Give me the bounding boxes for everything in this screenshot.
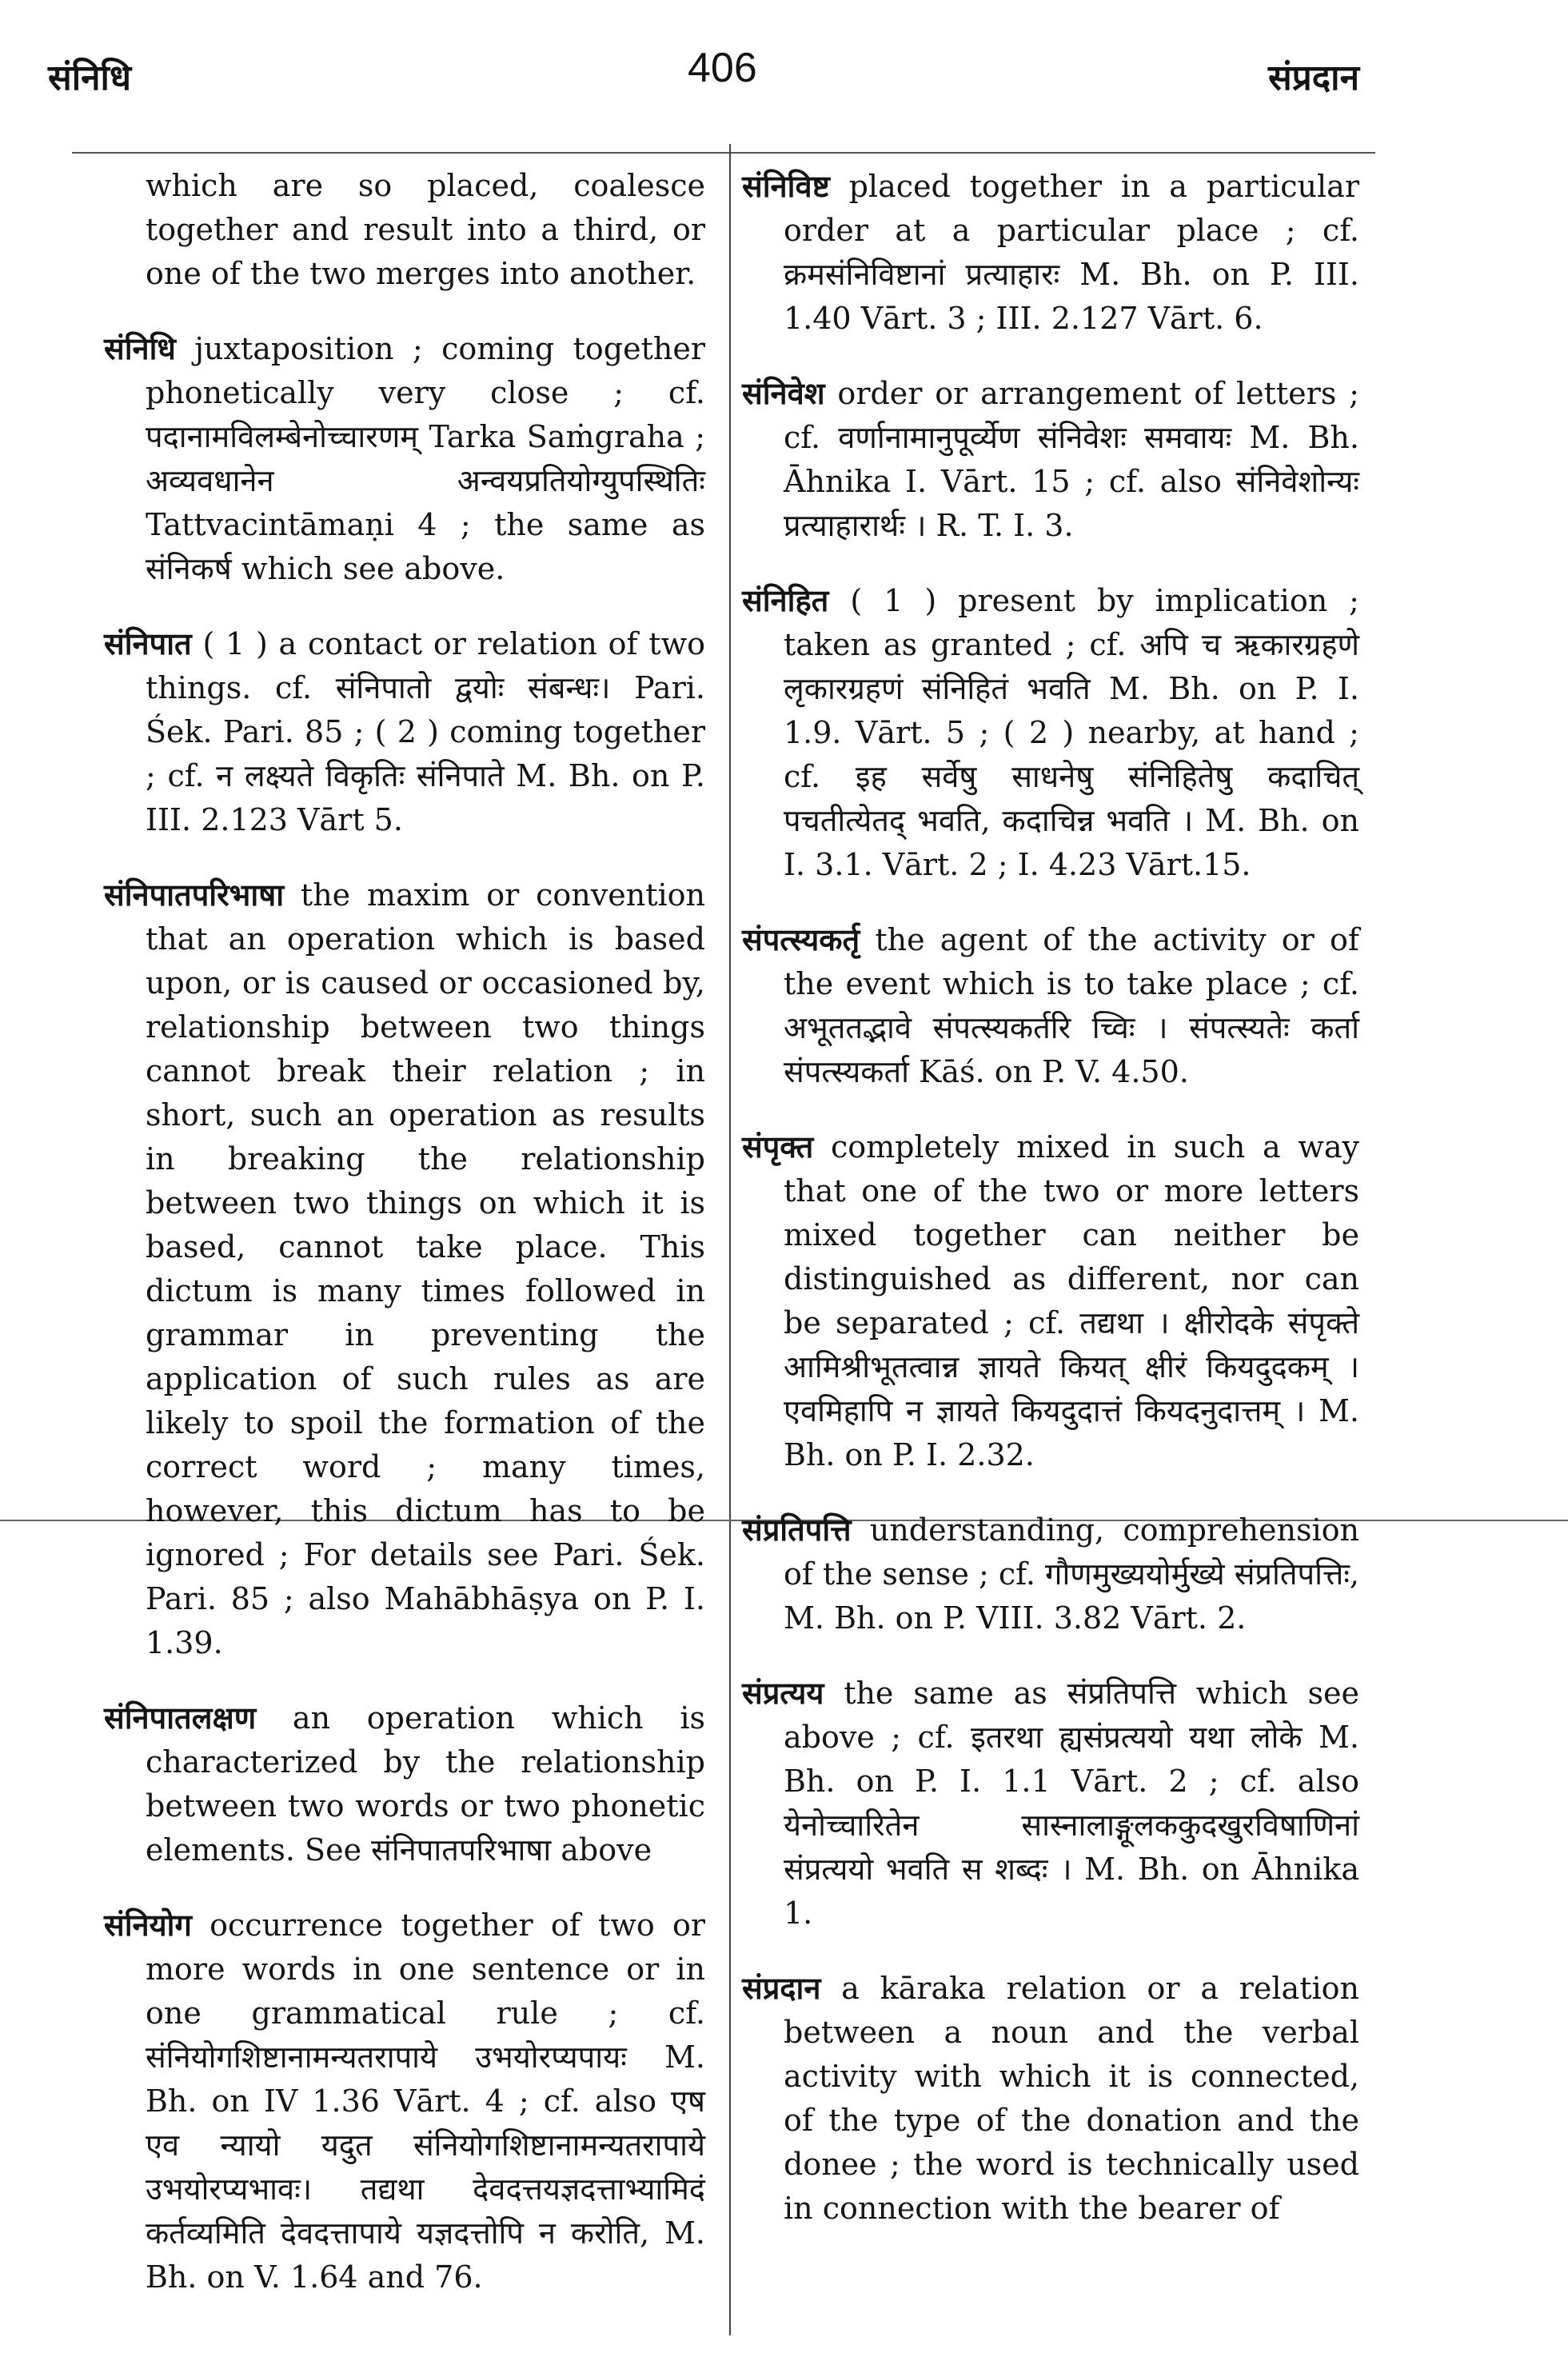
entry-sampradana — [742, 1966, 1359, 2231]
right-column — [742, 164, 1359, 2261]
entry-definition: understanding, comprehension of the sense ; cf. गौणमुख्ययोर्मुख्ये संप्रतिपत्तिः, M. Bh. on P. VIII. 3.82 Vārt. 2. — [784, 1512, 1359, 1636]
entry-term: संप्रदान — [742, 1970, 821, 2006]
entry-term: संप्रतिपत्ति — [742, 1512, 852, 1548]
entry-term: संनिवेश — [742, 375, 825, 411]
left-column — [104, 164, 705, 2330]
entry-term: संप्रत्यय — [742, 1675, 824, 1711]
continuation-paragraph: which are so placed, coalesce together and result into a third, or one of the two merges into another. — [146, 168, 705, 291]
entry-sampatsyakartri — [742, 917, 1359, 1094]
entry-term: संनिपातपरिभाषा — [104, 877, 285, 913]
entry-term: संनिपातलक्षण — [104, 1700, 257, 1736]
entry-definition: an operation which is characterized by the relationship between two words or two phonetic elements. See संनिपातपरिभाषा above — [146, 1700, 705, 1868]
page-number: 406 — [688, 45, 757, 91]
entry-term: संनिधि — [104, 330, 176, 366]
entry-definition: the same as संप्रतिपत्ति which see above ; cf. इतरथा ह्यसंप्रत्ययो यथा लोके M. Bh. on P. I. 1.1 Vārt. 2 ; cf. also येनोच्चारितेन सास्नालाङ्गूलककुदखुरविषाणिनां संप्रत्ययो भवति स शब्दः । M. Bh. on Āhnika 1. — [784, 1676, 1359, 1931]
entry-term: संनियोग — [104, 1907, 192, 1943]
column-divider — [729, 144, 731, 2335]
entry-definition: juxtaposition ; coming together phonetically very close ; cf. पदानामविलम्बेनोच्चारणम् Tarka Saṁgraha ; अव्यवधानेन अन्वयप्रतियोग्युपस्थितिः Tattvacintāmaṇi 4 ; the same as संनिकर्ष which see above. — [146, 331, 705, 586]
entry-samprikta — [742, 1125, 1359, 1477]
entry-term: संपत्स्यकर्तृ — [742, 921, 860, 957]
entry-definition: ( 1 ) present by implication ; taken as granted ; cf. अपि च ऋकारग्रहणे लृकारग्रहणं संनिहितं भवति M. Bh. on P. I. 1.9. Vārt. 5 ; ( 2 ) nearby, at hand ; cf. इह सर्वेषु साधनेषु संनिहितेषु कदाचित् पचतीत्येतद् भवति, कदाचिन्न भवति । M. Bh. on I. 3.1. Vārt. 2 ; I. 4.23 Vārt.15. — [784, 583, 1359, 882]
entry-term: संनिपात — [104, 625, 192, 661]
entry-sannipataparibhasha — [104, 873, 705, 1665]
header-rule — [72, 152, 1375, 154]
entry-sannipatalakshana — [104, 1696, 705, 1872]
entry-term: संनिविष्ट — [742, 168, 830, 204]
entry-sanniyoga — [104, 1903, 705, 2299]
entry-definition: a kāraka relation or a relation between a noun and the verbal activity with which it is connected, of the type of the donation and the donee ; the word is technically used in connection with the bearer of — [784, 1971, 1359, 2226]
entry-definition: completely mixed in such a way that one of the two or more letters mixed together can neither be distinguished as different, nor can be separated ; cf. तद्यथा । क्षीरोदके संपृक्ते आमिश्रीभूतत्वान्न ज्ञायते कियत् क्षीरं कियदुदकम् । एवमिहापि न ज्ञायते कियदुदात्तं कियदनुदात्तम् । M. Bh. on P. I. 2.32. — [784, 1129, 1359, 1472]
entry-sannivesha — [742, 371, 1359, 548]
page-header — [48, 44, 1359, 108]
entry-definition: placed together in a particular order at a particular place ; cf. क्रमसंनिविष्टानां प्रत्याहारः M. Bh. on P. III. 1.40 Vārt. 3 ; III. 2.127 Vārt. 6. — [784, 169, 1359, 336]
entry-sannihita — [742, 578, 1359, 887]
entry-definition: order or arrangement of letters ; cf. वर्णानामानुपूर्व्येण संनिवेशः समवायः M. Bh. Āhnika I. Vārt. 15 ; cf. also संनिवेशोन्यः प्रत्याहारार्थः । R. T. I. 3. — [784, 376, 1359, 543]
entry-sampratipatti — [742, 1508, 1359, 1640]
entry-sannivishta — [742, 164, 1359, 341]
entry-definition: occurrence together of two or more words in one sentence or in one grammatical rule ; cf. संनियोगशिष्टानामन्यतरापाये उभयोरप्यपायः M. Bh. on IV 1.36 Vārt. 4 ; cf. also एष एव न्यायो यदुत संनियोगशिष्टानामन्यतरापाये उभयोरप्यभावः। तद्यथा देवदत्तयज्ञदत्ताभ्यामिदं कर्तव्यमिति देवदत्तापाये यज्ञदत्तोपि न करोति, M. Bh. on V. 1.64 and 76. — [146, 1908, 705, 2295]
left-running-headword: संनिधि — [48, 58, 132, 98]
entry-sannipata — [104, 621, 705, 842]
entry-definition: the maxim or convention that an operation which is based upon, or is caused or occasioned by, relationship between two things cannot break their relation ; in short, such an operation as results in breaking the relationship between two things on which it is based, cannot take place. This dictum is many times followed in grammar in preventing the application of such rules as are likely to spoil the formation of the correct word ; many times, however, this dictum has to be ignored ; For details see Pari. Śek. Pari. 85 ; also Mahābhāṣya on P. I. 1.39. — [146, 877, 705, 1660]
entry-sannidhi — [104, 326, 705, 591]
entry-sampratyaya — [742, 1671, 1359, 1936]
entry-definition: ( 1 ) a contact or relation of two things. cf. संनिपातो द्वयोः संबन्धः। Pari. Śek. Pari. 85 ; ( 2 ) coming together ; cf. न लक्ष्यते विकृतिः संनिपाते M. Bh. on P. III. 2.123 Vārt 5. — [146, 626, 705, 837]
entry-term: संपृक्त — [742, 1129, 814, 1165]
right-running-headword: संप्रदान — [1268, 58, 1359, 98]
entry-term: संनिहित — [742, 582, 829, 618]
entry-definition: the agent of the activity or of the event which is to take place ; cf. अभूततद्भावे संपत्स्यकर्तरि च्विः । संपत्स्यतेः कर्ता संपत्स्यकर्ता Kāś. on P. V. 4.50. — [784, 922, 1359, 1089]
